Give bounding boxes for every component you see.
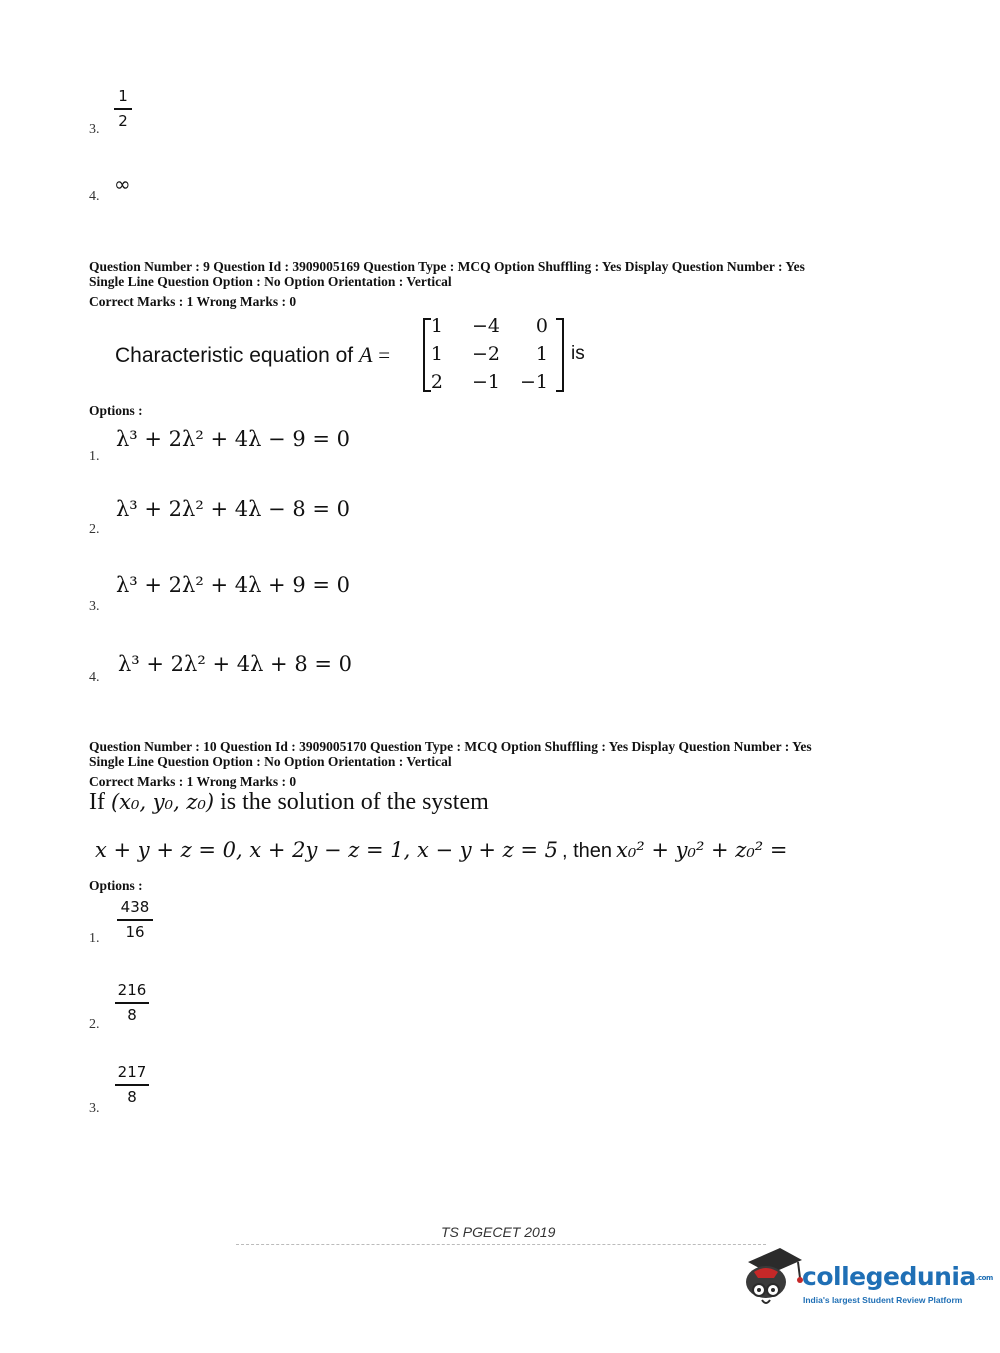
q9-stem-prefix: Characteristic equation of (115, 344, 354, 367)
q10-option-2-numerator: 216 (117, 981, 147, 999)
q10-system: x + y + z = 0, x + 2y − z = 1, x − y + z = 5 (95, 838, 558, 862)
q10-stem-line2 (95, 838, 787, 863)
q10-option-3-denominator: 8 (127, 1088, 137, 1106)
q10-option-2-denominator: 8 (127, 1006, 137, 1024)
q9-stem-equals: = (378, 343, 391, 367)
q10-stem-tuple: (x₀, y₀, z₀) (110, 790, 215, 814)
brand-text: collegedunia (802, 1262, 976, 1291)
matrix-cell: 1 (535, 343, 548, 365)
matrix-cell: −2 (471, 343, 500, 365)
matrix-cell: 2 (430, 371, 443, 393)
brand-name (802, 1262, 993, 1291)
q10-marks: Correct Marks : 1 Wrong Marks : 0 (89, 774, 297, 789)
q9-options-label: Options : (89, 403, 143, 418)
q10-option-2-fraction (115, 982, 149, 1024)
q10-options-label: Options : (89, 878, 143, 893)
prev-option-4-value: ∞ (114, 172, 131, 196)
q10-stem-suffix: is the solution of the system (220, 789, 489, 815)
prev-option-4-number: 4. (89, 189, 100, 204)
mascot-icon (740, 1244, 804, 1310)
q9-option-1-text: λ³ + 2λ² + 4λ − 9 = 0 (116, 427, 350, 451)
q10-expression: x₀² + y₀² + z₀² = (616, 838, 788, 862)
matrix-right-bracket (556, 318, 564, 392)
q10-option-1-numerator: 438 (120, 898, 150, 916)
prev-option-3-number: 3. (89, 122, 100, 137)
q10-option-3-numerator: 217 (117, 1063, 147, 1081)
fraction-bar (115, 1084, 149, 1086)
q9-meta-line1: Question Number : 9 Question Id : 3909005169 Question Type : MCQ Option Shuffling : Yes Display Question Number : Yes (89, 259, 805, 274)
q9-marks: Correct Marks : 1 Wrong Marks : 0 (89, 294, 297, 309)
prev-option-3-numerator: 1 (118, 87, 128, 105)
q10-option-3-number: 3. (89, 1101, 100, 1116)
q10-option-1-number: 1. (89, 931, 100, 946)
matrix-cell: −4 (471, 315, 500, 337)
q10-option-1-fraction (117, 899, 153, 941)
q10-meta-line2: Single Line Question Option : No Option Orientation : Vertical (89, 754, 452, 769)
q9-option-4-text: λ³ + 2λ² + 4λ + 8 = 0 (118, 652, 352, 676)
q9-option-2-number: 2. (89, 522, 100, 537)
matrix-cell: 0 (535, 315, 548, 337)
q10-option-3-fraction (115, 1064, 149, 1106)
matrix-cell: 1 (430, 315, 443, 337)
matrix-cell: −1 (519, 371, 548, 393)
q9-option-2-text: λ³ + 2λ² + 4λ − 8 = 0 (116, 497, 350, 521)
q10-option-2-number: 2. (89, 1017, 100, 1032)
q10-meta-line1: Question Number : 10 Question Id : 3909005170 Question Type : MCQ Option Shuffling : Yes Display Question Number : Yes (89, 739, 812, 754)
q9-option-3-text: λ³ + 2λ² + 4λ + 9 = 0 (116, 573, 350, 597)
footer-exam-name: TS PGECET 2019 (441, 1224, 556, 1240)
q10-then: , then (561, 840, 613, 862)
q9-stem (115, 342, 390, 368)
brand-suffix: .com (975, 1274, 993, 1282)
matrix-cell: 1 (430, 343, 443, 365)
q9-stem-var: A (358, 342, 373, 367)
q9-option-4-number: 4. (89, 670, 100, 685)
fraction-bar (115, 1002, 149, 1004)
brand-tagline: India's largest Student Review Platform (803, 1295, 963, 1305)
q10-stem-line1 (89, 789, 489, 816)
fraction-bar (114, 108, 132, 110)
q9-option-3-number: 3. (89, 599, 100, 614)
q9-stem-suffix: is (571, 343, 585, 364)
fraction-bar (117, 919, 153, 921)
prev-option-3-fraction (114, 88, 132, 130)
footer-divider (236, 1244, 766, 1245)
q10-stem-if: If (89, 789, 105, 815)
matrix-cell: −1 (471, 371, 500, 393)
q9-meta-line2: Single Line Question Option : No Option Orientation : Vertical (89, 274, 452, 289)
q10-option-1-denominator: 16 (125, 923, 145, 941)
q9-option-1-number: 1. (89, 449, 100, 464)
prev-option-3-denominator: 2 (118, 112, 128, 130)
collegedunia-logo (740, 1244, 993, 1314)
